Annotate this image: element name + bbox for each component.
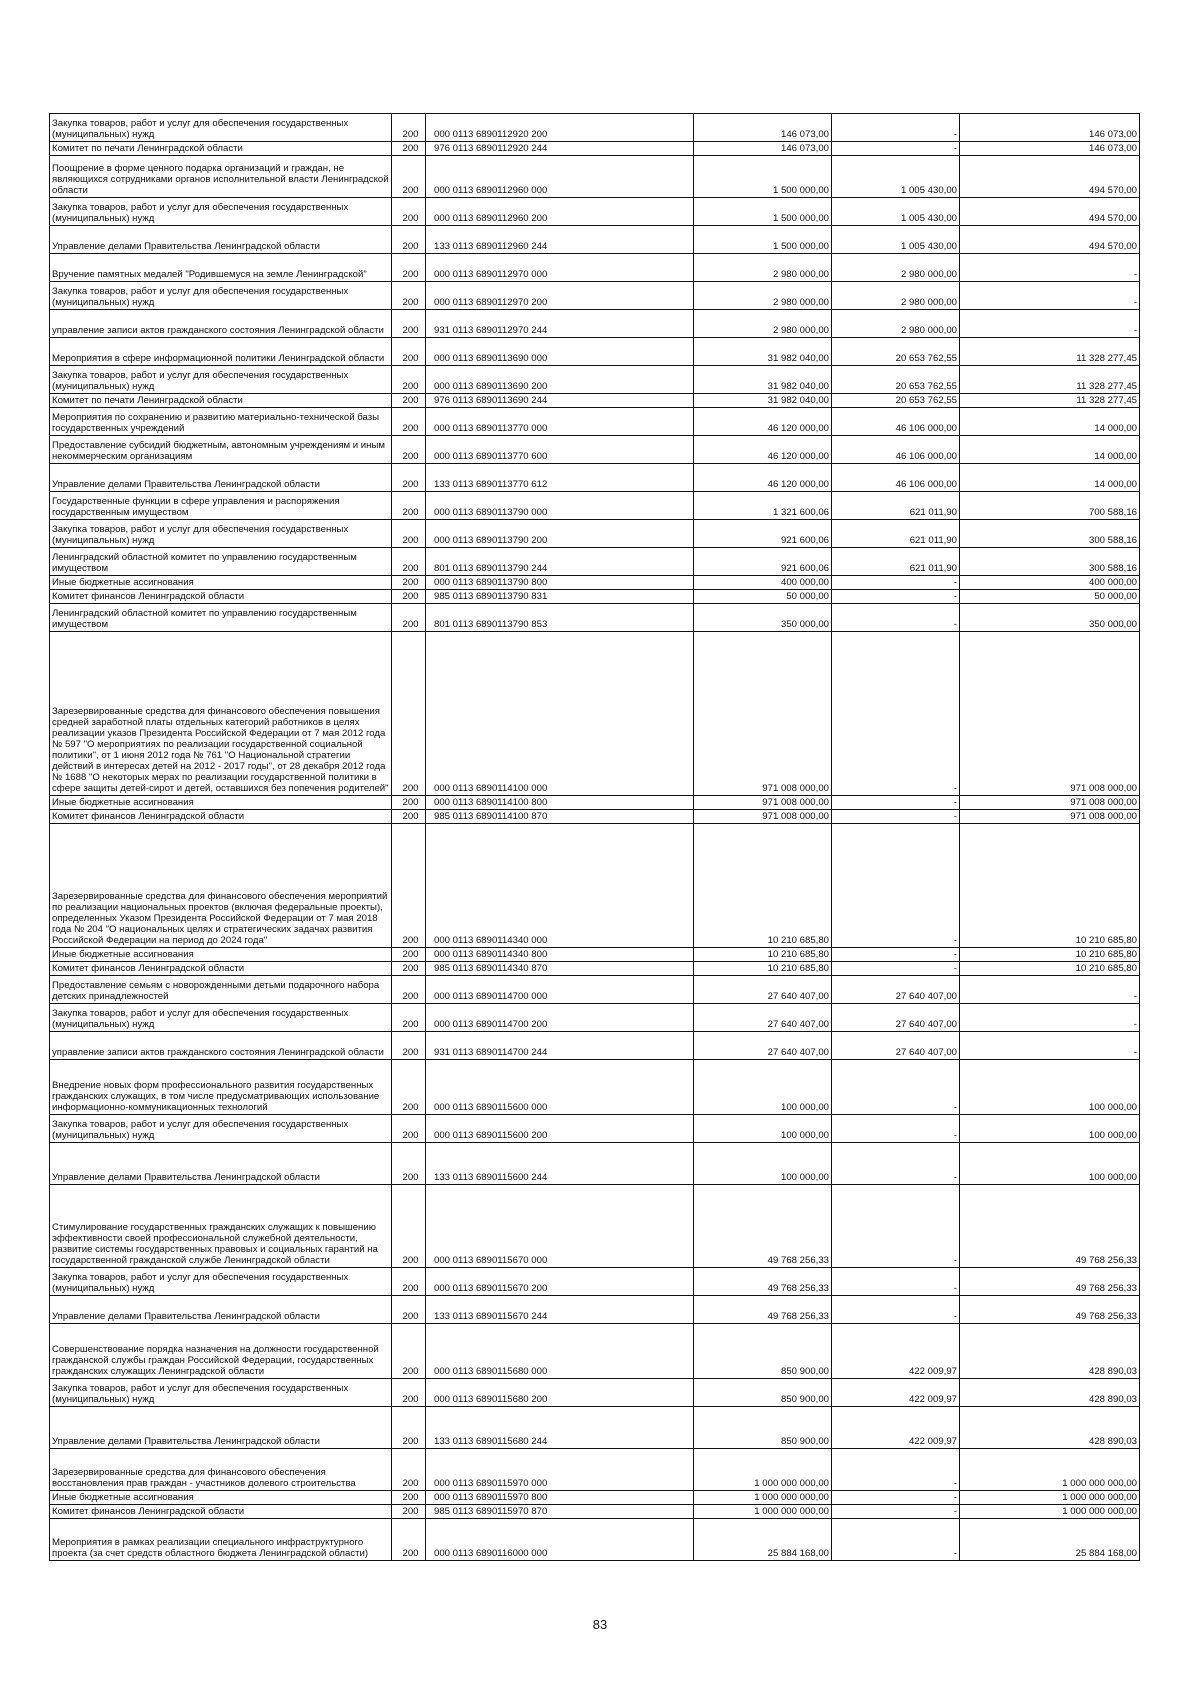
row-remainder: 300 588,16 <box>960 548 1140 576</box>
row-approved: 31 982 040,00 <box>694 394 832 408</box>
table-row <box>50 366 1140 394</box>
row-remainder: - <box>960 1004 1140 1032</box>
row-approved: 100 000,00 <box>694 1115 832 1143</box>
row-remainder: 14 000,00 <box>960 436 1140 464</box>
row-approved: 1 321 600,06 <box>694 492 832 520</box>
row-approved: 1 500 000,00 <box>694 156 832 198</box>
row-approved: 350 000,00 <box>694 604 832 632</box>
table-row <box>50 1143 1140 1185</box>
row-remainder: 700 588,16 <box>960 492 1140 520</box>
row-executed: 621 011,90 <box>832 520 960 548</box>
row-approved: 49 768 256,33 <box>694 1185 832 1268</box>
row-name: Управление делами Правительства Ленинградской области <box>50 1296 392 1324</box>
row-code: 200 <box>392 590 426 604</box>
row-executed: - <box>832 1491 960 1505</box>
row-remainder: 49 768 256,33 <box>960 1296 1140 1324</box>
row-executed: - <box>832 1060 960 1115</box>
row-executed: 621 011,90 <box>832 548 960 576</box>
row-kbk: 133 0113 6890115600 244 <box>426 1143 694 1185</box>
row-approved: 10 210 685,80 <box>694 824 832 948</box>
row-code: 200 <box>392 1185 426 1268</box>
row-executed: 2 980 000,00 <box>832 310 960 338</box>
table-row <box>50 394 1140 408</box>
row-code: 200 <box>392 1324 426 1379</box>
row-remainder: 494 570,00 <box>960 226 1140 254</box>
table-row <box>50 310 1140 338</box>
row-remainder: 971 008 000,00 <box>960 632 1140 796</box>
row-remainder: 50 000,00 <box>960 590 1140 604</box>
table-row <box>50 1032 1140 1060</box>
row-name: Совершенствование порядка назначения на должности государственной гражданской службы граждан Российской Федерации, государственных гражданских служащих Ленинградской области <box>50 1324 392 1379</box>
table-row <box>50 824 1140 948</box>
table-row <box>50 254 1140 282</box>
row-approved: 27 640 407,00 <box>694 1032 832 1060</box>
row-name: Иные бюджетные ассигнования <box>50 796 392 810</box>
row-kbk: 000 0113 6890115600 000 <box>426 1060 694 1115</box>
row-approved: 46 120 000,00 <box>694 464 832 492</box>
row-approved: 46 120 000,00 <box>694 408 832 436</box>
row-name: Комитет финансов Ленинградской области <box>50 1505 392 1519</box>
row-remainder: 428 890,03 <box>960 1324 1140 1379</box>
row-code: 200 <box>392 632 426 796</box>
row-kbk: 000 0113 6890114700 000 <box>426 976 694 1004</box>
table-row <box>50 632 1140 796</box>
row-approved: 27 640 407,00 <box>694 976 832 1004</box>
table-row <box>50 1379 1140 1407</box>
row-approved: 10 210 685,80 <box>694 948 832 962</box>
row-code: 200 <box>392 1491 426 1505</box>
row-kbk: 000 0113 6890116000 000 <box>426 1519 694 1561</box>
row-executed: - <box>832 632 960 796</box>
row-kbk: 000 0113 6890113790 800 <box>426 576 694 590</box>
row-executed: 27 640 407,00 <box>832 976 960 1004</box>
row-kbk: 000 0113 6890115600 200 <box>426 1115 694 1143</box>
row-remainder: 971 008 000,00 <box>960 810 1140 824</box>
row-kbk: 000 0113 6890114100 800 <box>426 796 694 810</box>
row-code: 200 <box>392 520 426 548</box>
row-name: Зарезервированные средства для финансового обеспечения восстановления прав граждан - участников долевого строительства <box>50 1449 392 1491</box>
row-executed: 20 653 762,55 <box>832 338 960 366</box>
row-executed: - <box>832 962 960 976</box>
table-row <box>50 948 1140 962</box>
row-executed: - <box>832 1519 960 1561</box>
table-row <box>50 1324 1140 1379</box>
row-approved: 25 884 168,00 <box>694 1519 832 1561</box>
row-name: Иные бюджетные ассигнования <box>50 948 392 962</box>
table-row <box>50 1268 1140 1296</box>
row-name: Зарезервированные средства для финансового обеспечения повышения средней заработной платы отдельных категорий работников в целях реализации указов Президента Российской Федерации от 7 мая 2012 года № 597 "О мероприятиях по реализации государственной социальной политики", от 1 июня 2012 года № 761 "О Национальной стратегии действий в интересах детей на 2012 - 2017 годы", от 28 декабря 2012 года № 1688 "О некоторых мерах по реализации государственной политики в сфере защиты детей-сирот и детей, оставшихся без попечения родителей" <box>50 632 392 796</box>
row-code: 200 <box>392 226 426 254</box>
row-approved: 850 900,00 <box>694 1379 832 1407</box>
row-kbk: 801 0113 6890113790 244 <box>426 548 694 576</box>
row-executed: 2 980 000,00 <box>832 254 960 282</box>
row-executed: 46 106 000,00 <box>832 436 960 464</box>
row-remainder: 971 008 000,00 <box>960 796 1140 810</box>
row-kbk: 000 0113 6890112960 000 <box>426 156 694 198</box>
table-row <box>50 1491 1140 1505</box>
row-name: Вручение памятных медалей "Родившемуся на земле Ленинградской" <box>50 254 392 282</box>
row-remainder: 11 328 277,45 <box>960 366 1140 394</box>
row-kbk: 000 0113 6890113770 600 <box>426 436 694 464</box>
row-code: 200 <box>392 436 426 464</box>
table-row <box>50 548 1140 576</box>
row-kbk: 000 0113 6890112970 200 <box>426 282 694 310</box>
table-row <box>50 810 1140 824</box>
row-remainder: - <box>960 254 1140 282</box>
table-body <box>50 114 1140 1561</box>
row-kbk: 000 0113 6890115970 800 <box>426 1491 694 1505</box>
row-approved: 27 640 407,00 <box>694 1004 832 1032</box>
row-name: Государственные функции в сфере управления и распоряжения государственным имуществом <box>50 492 392 520</box>
row-kbk: 931 0113 6890112970 244 <box>426 310 694 338</box>
row-approved: 146 073,00 <box>694 142 832 156</box>
row-name: управление записи актов гражданского состояния Ленинградской области <box>50 310 392 338</box>
row-kbk: 000 0113 6890114700 200 <box>426 1004 694 1032</box>
row-kbk: 000 0113 6890114100 000 <box>426 632 694 796</box>
row-remainder: 428 890,03 <box>960 1407 1140 1449</box>
table-row <box>50 976 1140 1004</box>
row-code: 200 <box>392 464 426 492</box>
row-executed: 2 980 000,00 <box>832 282 960 310</box>
row-executed: - <box>832 810 960 824</box>
row-code: 200 <box>392 1296 426 1324</box>
row-name: Закупка товаров, работ и услуг для обеспечения государственных (муниципальных) нужд <box>50 114 392 142</box>
table-row <box>50 1519 1140 1561</box>
row-executed: 1 005 430,00 <box>832 198 960 226</box>
row-executed: 422 009,97 <box>832 1379 960 1407</box>
row-name: Ленинградский областной комитет по управлению государственным имуществом <box>50 548 392 576</box>
row-approved: 100 000,00 <box>694 1143 832 1185</box>
row-executed: - <box>832 1268 960 1296</box>
table-row <box>50 436 1140 464</box>
row-name: Мероприятия по сохранению и развитию материально-технической базы государственных учреждений <box>50 408 392 436</box>
row-remainder: 400 000,00 <box>960 576 1140 590</box>
row-kbk: 985 0113 6890114340 870 <box>426 962 694 976</box>
budget-table <box>49 113 1140 1561</box>
row-code: 200 <box>392 1379 426 1407</box>
table-row <box>50 282 1140 310</box>
row-executed: - <box>832 1296 960 1324</box>
row-remainder: 146 073,00 <box>960 114 1140 142</box>
row-code: 200 <box>392 1519 426 1561</box>
row-approved: 921 600,06 <box>694 520 832 548</box>
row-remainder: 428 890,03 <box>960 1379 1140 1407</box>
row-executed: - <box>832 114 960 142</box>
row-remainder: 49 768 256,33 <box>960 1185 1140 1268</box>
row-executed: 422 009,97 <box>832 1324 960 1379</box>
table-row <box>50 1115 1140 1143</box>
row-remainder: 11 328 277,45 <box>960 394 1140 408</box>
row-kbk: 000 0113 6890112970 000 <box>426 254 694 282</box>
row-name: Внедрение новых форм профессионального развития государственных гражданских служащих, в том числе предусматривающих использование информационно-коммуникационных технологий <box>50 1060 392 1115</box>
row-name: Мероприятия в рамках реализации специального инфраструктурного проекта (за счет средств областного бюджета Ленинградской области) <box>50 1519 392 1561</box>
row-executed: 27 640 407,00 <box>832 1032 960 1060</box>
row-remainder: - <box>960 1032 1140 1060</box>
page-number: 83 <box>592 1617 608 1632</box>
row-remainder: 100 000,00 <box>960 1143 1140 1185</box>
row-approved: 971 008 000,00 <box>694 810 832 824</box>
row-code: 200 <box>392 1060 426 1115</box>
row-code: 200 <box>392 1115 426 1143</box>
table-row <box>50 796 1140 810</box>
row-name: Закупка товаров, работ и услуг для обеспечения государственных (муниципальных) нужд <box>50 520 392 548</box>
row-executed: 20 653 762,55 <box>832 394 960 408</box>
table-row <box>50 576 1140 590</box>
row-executed: 621 011,90 <box>832 492 960 520</box>
row-name: Комитет по печати Ленинградской области <box>50 394 392 408</box>
row-approved: 2 980 000,00 <box>694 254 832 282</box>
row-remainder: 10 210 685,80 <box>960 824 1140 948</box>
row-executed: - <box>832 1449 960 1491</box>
row-name: Стимулирование государственных гражданских служащих к повышению эффективности своей профессиональной служебной деятельности, развитие системы государственных правовых и социальных гарантий на государственной гражданской службе Ленинградской области <box>50 1185 392 1268</box>
row-code: 200 <box>392 824 426 948</box>
row-name: Мероприятия в сфере информационной политики Ленинградской области <box>50 338 392 366</box>
row-kbk: 000 0113 6890113790 000 <box>426 492 694 520</box>
row-name: Предоставление семьям с новорожденными детьми подарочного набора детских принадлежностей <box>50 976 392 1004</box>
table-row <box>50 338 1140 366</box>
row-code: 200 <box>392 156 426 198</box>
row-kbk: 985 0113 6890114100 870 <box>426 810 694 824</box>
row-remainder: 494 570,00 <box>960 198 1140 226</box>
row-kbk: 000 0113 6890115670 200 <box>426 1268 694 1296</box>
table-row <box>50 1449 1140 1491</box>
row-code: 200 <box>392 1004 426 1032</box>
row-code: 200 <box>392 408 426 436</box>
table-row <box>50 114 1140 142</box>
table-row <box>50 492 1140 520</box>
table-row <box>50 1185 1140 1268</box>
row-remainder: - <box>960 976 1140 1004</box>
row-name: Иные бюджетные ассигнования <box>50 1491 392 1505</box>
row-executed: - <box>832 948 960 962</box>
row-executed: - <box>832 142 960 156</box>
row-name: управление записи актов гражданского состояния Ленинградской области <box>50 1032 392 1060</box>
row-name: Управление делами Правительства Ленинградской области <box>50 226 392 254</box>
row-kbk: 000 0113 6890112960 200 <box>426 198 694 226</box>
row-name: Комитет финансов Ленинградской области <box>50 810 392 824</box>
row-name: Предоставление субсидий бюджетным, автономным учреждениям и иным некоммерческим организациям <box>50 436 392 464</box>
row-name: Управление делами Правительства Ленинградской области <box>50 464 392 492</box>
row-executed: 422 009,97 <box>832 1407 960 1449</box>
row-approved: 850 900,00 <box>694 1407 832 1449</box>
row-approved: 971 008 000,00 <box>694 632 832 796</box>
table-row <box>50 1004 1140 1032</box>
row-code: 200 <box>392 962 426 976</box>
row-remainder: 1 000 000 000,00 <box>960 1505 1140 1519</box>
table-row <box>50 520 1140 548</box>
row-kbk: 976 0113 6890112920 244 <box>426 142 694 156</box>
row-approved: 971 008 000,00 <box>694 796 832 810</box>
row-executed: - <box>832 590 960 604</box>
row-name: Закупка товаров, работ и услуг для обеспечения государственных (муниципальных) нужд <box>50 1268 392 1296</box>
row-code: 200 <box>392 114 426 142</box>
row-executed: - <box>832 796 960 810</box>
row-approved: 1 500 000,00 <box>694 198 832 226</box>
row-code: 200 <box>392 142 426 156</box>
table-row <box>50 198 1140 226</box>
row-kbk: 000 0113 6890115670 000 <box>426 1185 694 1268</box>
row-code: 200 <box>392 338 426 366</box>
row-approved: 2 980 000,00 <box>694 310 832 338</box>
row-code: 200 <box>392 1449 426 1491</box>
table-row <box>50 1505 1140 1519</box>
row-code: 200 <box>392 1505 426 1519</box>
row-approved: 49 768 256,33 <box>694 1268 832 1296</box>
row-kbk: 000 0113 6890113690 200 <box>426 366 694 394</box>
row-approved: 921 600,06 <box>694 548 832 576</box>
row-remainder: 49 768 256,33 <box>960 1268 1140 1296</box>
row-executed: - <box>832 1115 960 1143</box>
row-kbk: 000 0113 6890113690 000 <box>426 338 694 366</box>
table-row <box>50 464 1140 492</box>
row-remainder: 100 000,00 <box>960 1060 1140 1115</box>
table-row <box>50 226 1140 254</box>
row-executed: - <box>832 1143 960 1185</box>
row-approved: 850 900,00 <box>694 1324 832 1379</box>
row-approved: 50 000,00 <box>694 590 832 604</box>
row-remainder: 14 000,00 <box>960 408 1140 436</box>
table-row <box>50 1060 1140 1115</box>
row-approved: 31 982 040,00 <box>694 366 832 394</box>
row-executed: 46 106 000,00 <box>832 464 960 492</box>
row-name: Управление делами Правительства Ленинградской области <box>50 1407 392 1449</box>
row-remainder: 10 210 685,80 <box>960 962 1140 976</box>
row-name: Поощрение в форме ценного подарка организаций и граждан, не являющихся сотрудниками органов исполнительной власти Ленинградской области <box>50 156 392 198</box>
row-name: Иные бюджетные ассигнования <box>50 576 392 590</box>
row-kbk: 000 0113 6890114340 000 <box>426 824 694 948</box>
row-remainder: 25 884 168,00 <box>960 1519 1140 1561</box>
row-code: 200 <box>392 976 426 1004</box>
row-kbk: 000 0113 6890115970 000 <box>426 1449 694 1491</box>
row-remainder: 1 000 000 000,00 <box>960 1491 1140 1505</box>
row-name: Закупка товаров, работ и услуг для обеспечения государственных (муниципальных) нужд <box>50 282 392 310</box>
row-remainder: - <box>960 282 1140 310</box>
row-code: 200 <box>392 282 426 310</box>
row-remainder: 100 000,00 <box>960 1115 1140 1143</box>
row-code: 200 <box>392 254 426 282</box>
row-name: Закупка товаров, работ и услуг для обеспечения государственных (муниципальных) нужд <box>50 198 392 226</box>
row-remainder: 494 570,00 <box>960 156 1140 198</box>
table-row <box>50 142 1140 156</box>
row-remainder: - <box>960 310 1140 338</box>
row-approved: 2 980 000,00 <box>694 282 832 310</box>
row-kbk: 000 0113 6890113790 200 <box>426 520 694 548</box>
row-executed: 27 640 407,00 <box>832 1004 960 1032</box>
row-approved: 49 768 256,33 <box>694 1296 832 1324</box>
row-code: 200 <box>392 310 426 338</box>
row-kbk: 133 0113 6890113770 612 <box>426 464 694 492</box>
row-kbk: 985 0113 6890113790 831 <box>426 590 694 604</box>
row-executed: - <box>832 576 960 590</box>
row-approved: 46 120 000,00 <box>694 436 832 464</box>
row-approved: 1 000 000 000,00 <box>694 1491 832 1505</box>
row-code: 200 <box>392 492 426 520</box>
row-code: 200 <box>392 1407 426 1449</box>
row-remainder: 1 000 000 000,00 <box>960 1449 1140 1491</box>
row-approved: 1 000 000 000,00 <box>694 1449 832 1491</box>
row-executed: 1 005 430,00 <box>832 226 960 254</box>
row-approved: 146 073,00 <box>694 114 832 142</box>
row-remainder: 350 000,00 <box>960 604 1140 632</box>
table-row <box>50 1407 1140 1449</box>
table-row <box>50 1296 1140 1324</box>
row-code: 200 <box>392 796 426 810</box>
row-remainder: 10 210 685,80 <box>960 948 1140 962</box>
row-code: 200 <box>392 366 426 394</box>
row-code: 200 <box>392 198 426 226</box>
row-kbk: 133 0113 6890112960 244 <box>426 226 694 254</box>
row-code: 200 <box>392 1143 426 1185</box>
row-kbk: 000 0113 6890115680 000 <box>426 1324 694 1379</box>
row-remainder: 11 328 277,45 <box>960 338 1140 366</box>
row-executed: - <box>832 1185 960 1268</box>
row-approved: 1 000 000 000,00 <box>694 1505 832 1519</box>
table-row <box>50 604 1140 632</box>
row-name: Закупка товаров, работ и услуг для обеспечения государственных (муниципальных) нужд <box>50 366 392 394</box>
row-executed: - <box>832 1505 960 1519</box>
table-row <box>50 156 1140 198</box>
row-remainder: 146 073,00 <box>960 142 1140 156</box>
row-approved: 10 210 685,80 <box>694 962 832 976</box>
row-kbk: 133 0113 6890115680 244 <box>426 1407 694 1449</box>
row-kbk: 976 0113 6890113690 244 <box>426 394 694 408</box>
row-kbk: 133 0113 6890115670 244 <box>426 1296 694 1324</box>
row-executed: - <box>832 824 960 948</box>
row-name: Управление делами Правительства Ленинградской области <box>50 1143 392 1185</box>
row-kbk: 000 0113 6890115680 200 <box>426 1379 694 1407</box>
row-kbk: 000 0113 6890113770 000 <box>426 408 694 436</box>
row-remainder: 14 000,00 <box>960 464 1140 492</box>
row-name: Закупка товаров, работ и услуг для обеспечения государственных (муниципальных) нужд <box>50 1379 392 1407</box>
row-kbk: 000 0113 6890114340 800 <box>426 948 694 962</box>
row-name: Комитет финансов Ленинградской области <box>50 590 392 604</box>
row-approved: 100 000,00 <box>694 1060 832 1115</box>
table-row <box>50 962 1140 976</box>
row-name: Закупка товаров, работ и услуг для обеспечения государственных (муниципальных) нужд <box>50 1004 392 1032</box>
row-executed: 1 005 430,00 <box>832 156 960 198</box>
row-approved: 1 500 000,00 <box>694 226 832 254</box>
row-code: 200 <box>392 576 426 590</box>
row-remainder: 300 588,16 <box>960 520 1140 548</box>
row-kbk: 985 0113 6890115970 870 <box>426 1505 694 1519</box>
table-row <box>50 408 1140 436</box>
row-name: Комитет финансов Ленинградской области <box>50 962 392 976</box>
row-code: 200 <box>392 1032 426 1060</box>
row-code: 200 <box>392 394 426 408</box>
row-executed: - <box>832 604 960 632</box>
row-executed: 46 106 000,00 <box>832 408 960 436</box>
row-name: Ленинградский областной комитет по управлению государственным имуществом <box>50 604 392 632</box>
row-code: 200 <box>392 1268 426 1296</box>
row-approved: 31 982 040,00 <box>694 338 832 366</box>
table-row <box>50 590 1140 604</box>
row-approved: 400 000,00 <box>694 576 832 590</box>
row-executed: 20 653 762,55 <box>832 366 960 394</box>
row-code: 200 <box>392 948 426 962</box>
row-name: Комитет по печати Ленинградской области <box>50 142 392 156</box>
row-kbk: 931 0113 6890114700 244 <box>426 1032 694 1060</box>
row-kbk: 000 0113 6890112920 200 <box>426 114 694 142</box>
row-kbk: 801 0113 6890113790 853 <box>426 604 694 632</box>
row-code: 200 <box>392 810 426 824</box>
row-name: Зарезервированные средства для финансового обеспечения мероприятий по реализации национальных проектов (включая федеральные проекты), определенных Указом Президента Российской Федерации от 7 мая 2018 года № 204 "О национальных целях и стратегических задачах развития Российской Федерации на период до 2024 года" <box>50 824 392 948</box>
row-name: Закупка товаров, работ и услуг для обеспечения государственных (муниципальных) нужд <box>50 1115 392 1143</box>
row-code: 200 <box>392 548 426 576</box>
row-code: 200 <box>392 604 426 632</box>
